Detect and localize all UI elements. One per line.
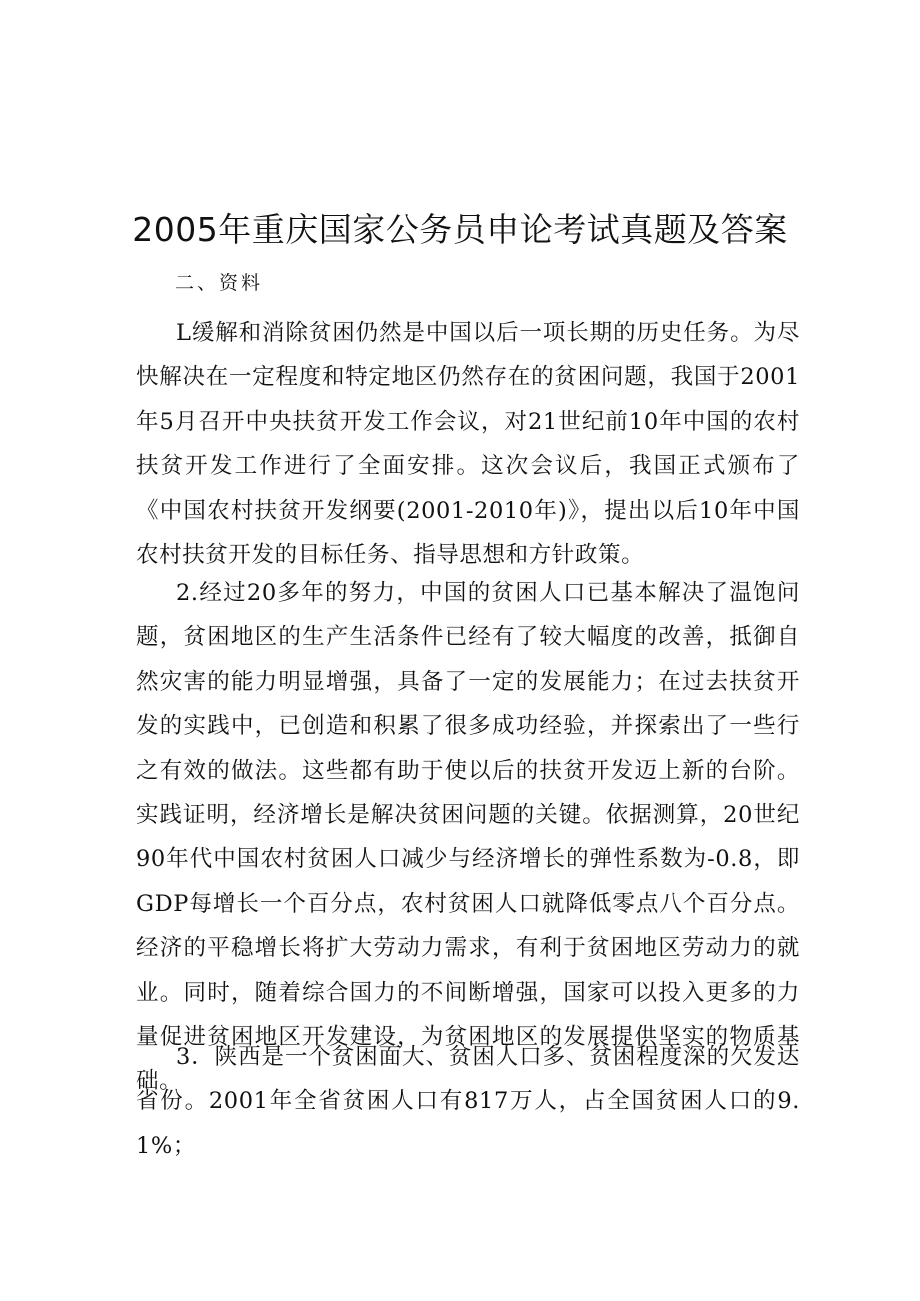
paragraph-1: L缓解和消除贫困仍然是中国以后一项长期的历史任务。为尽快解决在一定程度和特定地区仍然存在的贫困问题，我国于2001年5月召开中央扶贫开发工作会议，对21世纪前10年中国的农村扶贫开发工作进行了全面安排。这次会议后，我国正式颁布了《中国农村扶贫开发纲要(2001-2010年)》，提出以后10年中国农村扶贫开发的目标任务、指导思想和方针政策。 [136,320,800,569]
paragraph-3: 3．陕西是一个贫困面大、贫困人口多、贫困程度深的欠发达省份。2001年全省贫困人口有817万人，占全国贫困人口的9.1%； [136,1044,800,1159]
document-title: 2005年重庆国家公务员申论考试真题及答案 [132,210,788,249]
paragraph-2: 2.经过20多年的努力，中国的贫困人口已基本解决了温饱问题，贫困地区的生产生活条件已经有了较大幅度的改善，抵御自然灾害的能力明显增强，具备了一定的发展能力；在过去扶贫开发的实践中，已创造和积累了很多成功经验，并探索出了一些行之有效的做法。这些都有助于使以后的扶贫开发迈上新的台阶。实践证明，经济增长是解决贫困问题的关键。依据测算，20世纪90年代中国农村贫困人口减少与经济增长的弹性系数为-0.8，即GDP每增长一个百分点，农村贫困人口就降低零点八个百分点。经济的平稳增长将扩大劳动力需求，有利于贫困地区劳动力的就业。同时，随着综合国力的不间断增强，国家可以投入更多的力量促进贫困地区开发建设，为贫困地区的发展提供坚实的物质基础。 [136,580,800,1095]
section-heading: 二、资料 [175,272,264,294]
